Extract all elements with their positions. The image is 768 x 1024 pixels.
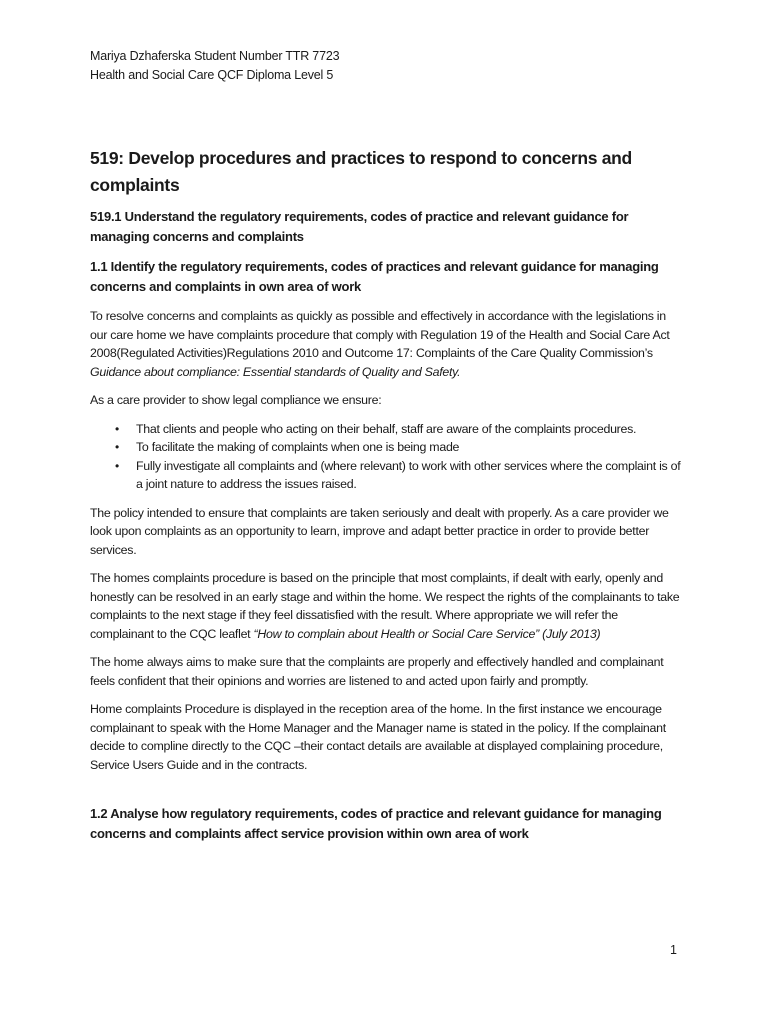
paragraph-procedure-italic: “How to complain about Health or Social Care Service” (July 2013) — [253, 626, 601, 641]
list-item: • That clients and people who acting on their behalf, staff are aware of the complaints procedures. — [136, 420, 682, 439]
list-item: • To facilitate the making of complaints when one is being made — [136, 438, 682, 457]
page-title: 519: Develop procedures and practices to respond to concerns and complaints — [90, 148, 632, 195]
paragraph-procedure-text: The homes complaints procedure is based on the principle that most complaints, if dealt with early, openly and honestly can be resolved in an early stage and within the home. We respect the rights of the complainants to take complaints to the next stage if they feel dissatisfied with the result. Where appropriate we will refer the complainant to the CQC leaflet — [90, 571, 680, 641]
document-header — [90, 47, 339, 84]
document-body — [90, 145, 682, 854]
list-item: • Fully investigate all complaints and (where relevant) to work with other services where the complaint is of a joint nature to address the issues raised. — [115, 458, 681, 491]
header-author-line: Mariya Dzhaferska Student Number TTR 7723 — [90, 49, 340, 63]
paragraph-aims: The home always aims to make sure that the complaints are properly and effectively handled and complainant feels confident that their opinions and worries are listened to and acted upon fairly and promptly. — [90, 655, 664, 688]
page-number: 1 — [670, 943, 677, 957]
bullet-icon: • — [115, 421, 119, 436]
section-heading-519-1: 519.1 Understand the regulatory requirements, codes of practice and relevant guidance for managing concerns and complaints — [90, 209, 629, 244]
section-heading-1-1: 1.1 Identify the regulatory requirements, codes of practices and relevant guidance for managing concerns and complaints in own area of work — [90, 259, 659, 294]
header-course-line: Health and Social Care QCF Diploma Level 5 — [90, 67, 334, 82]
spacer — [90, 784, 682, 804]
paragraph-intro-text: To resolve concerns and complaints as quickly as possible and effectively in accordance with the legislations in our care home we have complaints procedure that comply with Regulation 19 of the Health and Social Care Act 2008(Regulated Activities)Regulations 2010 and Outcome 17: Complaints of the Care Quality Commission’s — [90, 309, 670, 360]
paragraph-procedure — [90, 569, 682, 643]
paragraph-intro — [90, 307, 682, 381]
compliance-list — [90, 420, 682, 494]
paragraph-compliance-lead: As a care provider to show legal compliance we ensure: — [90, 393, 382, 407]
paragraph-intro-italic: Guidance about compliance: Essential standards of Quality and Safety. — [90, 364, 461, 379]
bullet-icon: • — [115, 458, 119, 473]
section-heading-1-2: 1.2 Analyse how regulatory requirements, codes of practice and relevant guidance for managing concerns and complaints affect service provision within own area of work — [90, 806, 662, 841]
paragraph-policy: The policy intended to ensure that complaints are taken seriously and dealt with properly. As a care provider we look upon complaints as an opportunity to learn, improve and adapt better practice in order to provide better services. — [90, 505, 669, 557]
bullet-icon: • — [115, 440, 119, 454]
paragraph-display: Home complaints Procedure is displayed in the reception area of the home. In the first instance we encourage complainant to speak with the Home Manager and the Manager name is stated in the policy. If the complainant decide to compline directly to the CQC –their contact details are available at displayed complaining procedure, Service Users Guide and in the contracts. — [90, 702, 666, 772]
